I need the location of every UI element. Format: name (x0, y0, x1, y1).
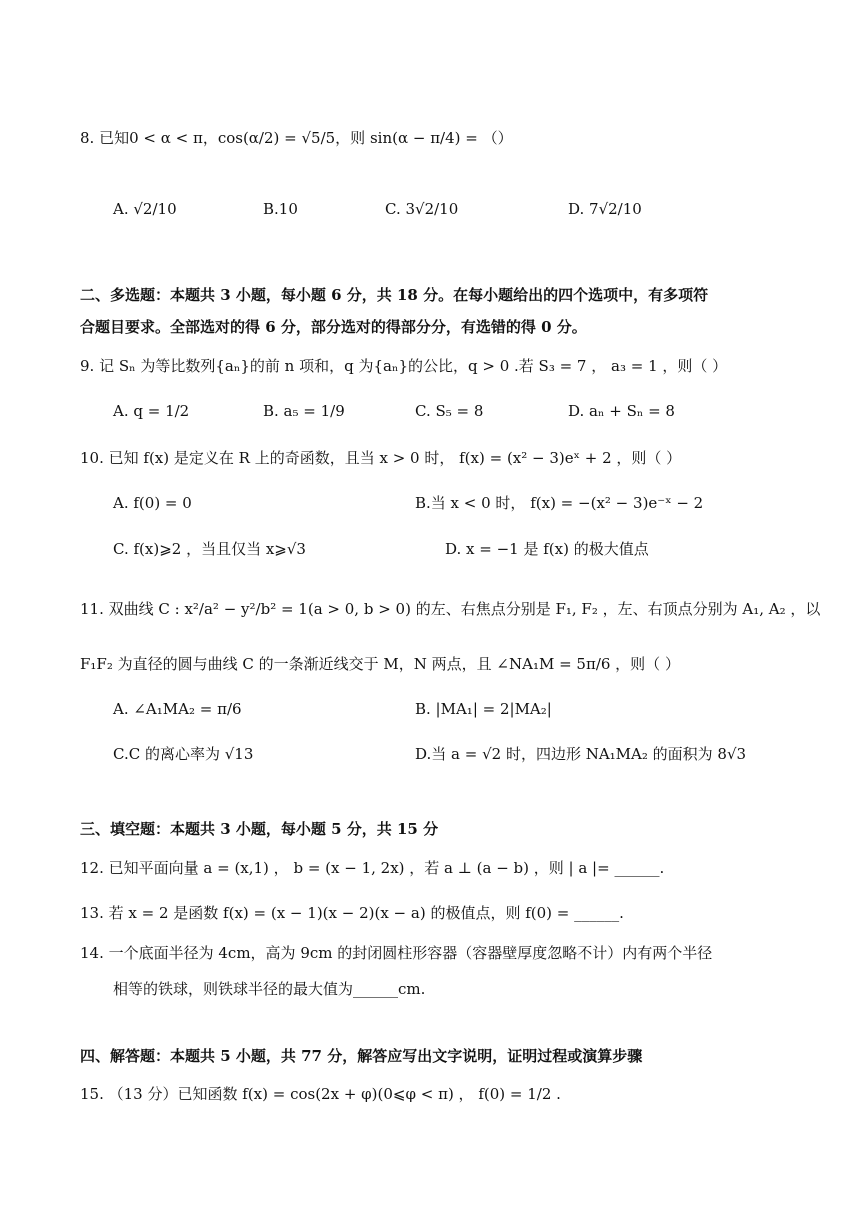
section-3-title: 三、填空题：本题共 3 小题，每小题 5 分，共 15 分 (80, 820, 439, 838)
q8-option-a: A. √2/10 (113, 200, 177, 218)
q11-option-d: D.当 a = √2 时，四边形 NA₁MA₂ 的面积为 8√3 (415, 745, 747, 763)
q11-option-a: A. ∠A₁MA₂ = π/6 (113, 700, 242, 718)
q11-option-c: C.C 的离心率为 √13 (113, 745, 254, 763)
question-9-stem: 9. 记 Sₙ 为等比数列{aₙ}的前 n 项和，q 为{aₙ}的公比，q > 0 .若 S₃ = 7 ， a₃ = 1 ，则（ ） (80, 357, 728, 375)
section-2-line-2: 合题目要求。全部选对的得 6 分，部分选对的得部分分，有选错的得 0 分。 (80, 318, 587, 336)
question-14-line-1: 14. 一个底面半径为 4cm，高为 9cm 的封闭圆柱形容器（容器壁厚度忽略不计）内有两个半径 (80, 944, 713, 962)
q10-option-b: B.当 x < 0 时， f(x) = −(x² − 3)e⁻ˣ − 2 (415, 494, 704, 512)
q8-option-b: B.10 (263, 200, 298, 218)
question-11-stem-line-1: 11. 双曲线 C : x²/a² − y²/b² = 1(a > 0, b > 0) 的左、右焦点分别是 F₁, F₂ ，左、右顶点分别为 A₁, A₂ ，以 (80, 600, 821, 618)
q8-option-d: D. 7√2/10 (568, 200, 642, 218)
section-2-line-1: 二、多选题：本题共 3 小题，每小题 6 分，共 18 分。在每小题给出的四个选项中，有多项符 (80, 286, 709, 304)
question-15: 15. （13 分）已知函数 f(x) = cos(2x + φ)(0⩽φ < π) ， f(0) = 1/2 . (80, 1085, 561, 1103)
q9-option-a: A. q = 1/2 (113, 402, 190, 420)
q9-option-b: B. a₅ = 1/9 (263, 402, 345, 420)
question-12: 12. 已知平面向量 a = (x,1) ， b = (x − 1, 2x) ，若 a ⊥ (a − b) ，则 | a |= ______. (80, 859, 665, 877)
q9-option-c: C. S₅ = 8 (415, 402, 484, 420)
question-10-stem: 10. 已知 f(x) 是定义在 R 上的奇函数，且当 x > 0 时， f(x) = (x² − 3)eˣ + 2 ，则（ ） (80, 449, 682, 467)
q9-option-d: D. aₙ + Sₙ = 8 (568, 402, 675, 420)
question-8-stem: 8. 已知0 < α < π，cos(α/2) = √5/5，则 sin(α − π/4) = （） (80, 129, 513, 147)
question-14-line-2: 相等的铁球，则铁球半径的最大值为______cm. (113, 980, 426, 998)
q10-option-c: C. f(x)⩾2 ，当且仅当 x⩾√3 (113, 540, 306, 558)
question-13: 13. 若 x = 2 是函数 f(x) = (x − 1)(x − 2)(x − a) 的极值点，则 f(0) = ______. (80, 904, 624, 922)
q8-option-c: C. 3√2/10 (385, 200, 459, 218)
q11-option-b: B. |MA₁| = 2|MA₂| (415, 700, 552, 718)
section-4-title: 四、解答题：本题共 5 小题，共 77 分，解答应写出文字说明，证明过程或演算步骤 (80, 1047, 643, 1065)
question-11-stem-line-2: F₁F₂ 为直径的圆与曲线 C 的一条渐近线交于 M，N 两点，且 ∠NA₁M = 5π/6 ，则（ ） (80, 655, 680, 673)
q10-option-d: D. x = −1 是 f(x) 的极大值点 (445, 540, 649, 558)
q10-option-a: A. f(0) = 0 (113, 494, 192, 512)
